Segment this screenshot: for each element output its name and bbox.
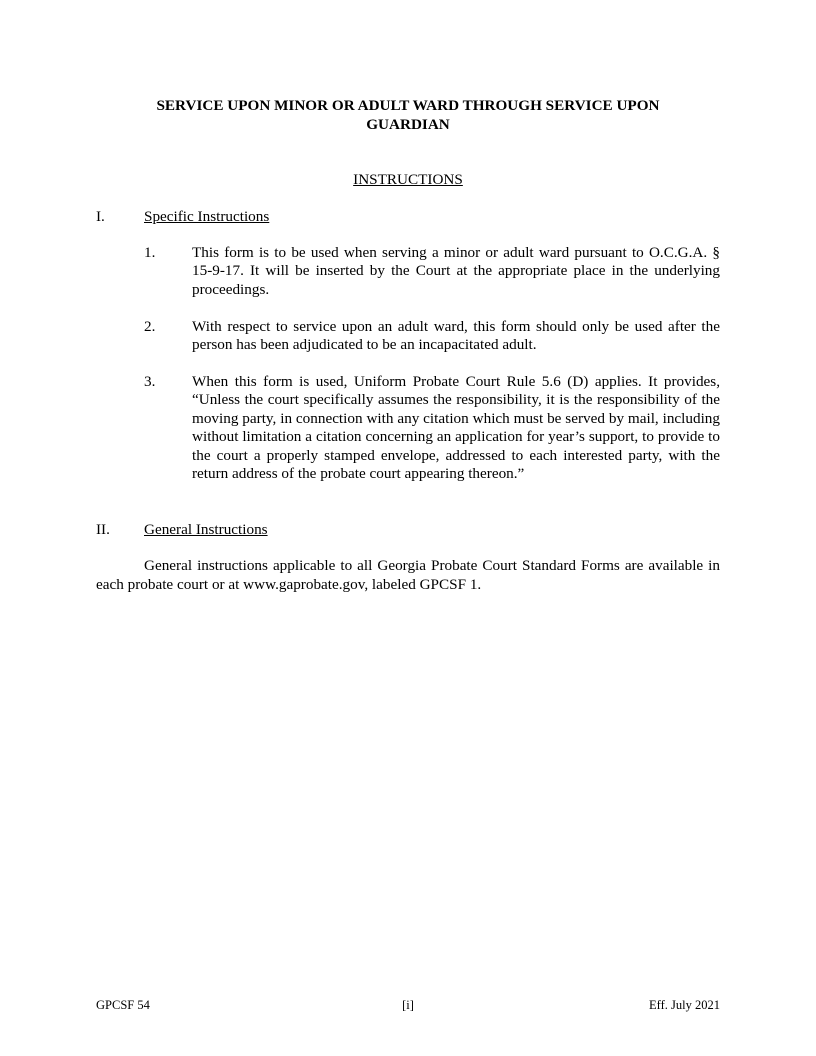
item-1-text: This form is to be used when serving a minor or adult ward pursuant to O.C.G.A. § 15-9-17. It will be inserted by the Court at the appropriate place in the underlying proceedings. <box>192 244 720 298</box>
general-instructions-paragraph: General instructions applicable to all Georgia Probate Court Standard Forms are available in each probate court or at www.gaprobate.gov, labeled GPCSF 1. <box>96 557 720 593</box>
section-2-heading: General Instructions <box>144 521 268 538</box>
section-2-numeral: II. <box>96 521 110 538</box>
item-3-text: When this form is used, Uniform Probate Court Rule 5.6 (D) applies. It provides, “Unless the court specifically assumes the responsibility, it is the responsibility of the moving party, in connection with any citation which must be served by mail, including without limitation a citation concerning an application for year’s support, to provide to the court a properly stamped envelope, addressed to each interested party, with the return address of the probate court appearing thereon.” <box>192 373 720 483</box>
item-2-number: 2. <box>144 318 156 335</box>
instructions-heading: INSTRUCTIONS <box>353 171 463 188</box>
section-1-heading: Specific Instructions <box>144 208 270 225</box>
item-2-text: With respect to service upon an adult ward, this form should only be used after the person has been adjudicated to be an incapacitated adult. <box>192 318 720 354</box>
footer-effective-date: Eff. July 2021 <box>649 998 720 1012</box>
footer-page-number: [i] <box>402 998 414 1012</box>
document-title: SERVICE UPON MINOR OR ADULT WARD THROUGH SERVICE UPON GUARDIAN <box>156 97 660 133</box>
item-1-number: 1. <box>144 244 156 261</box>
footer-form-id: GPCSF 54 <box>96 998 150 1012</box>
section-1-numeral: I. <box>96 208 105 225</box>
item-3-number: 3. <box>144 373 156 390</box>
